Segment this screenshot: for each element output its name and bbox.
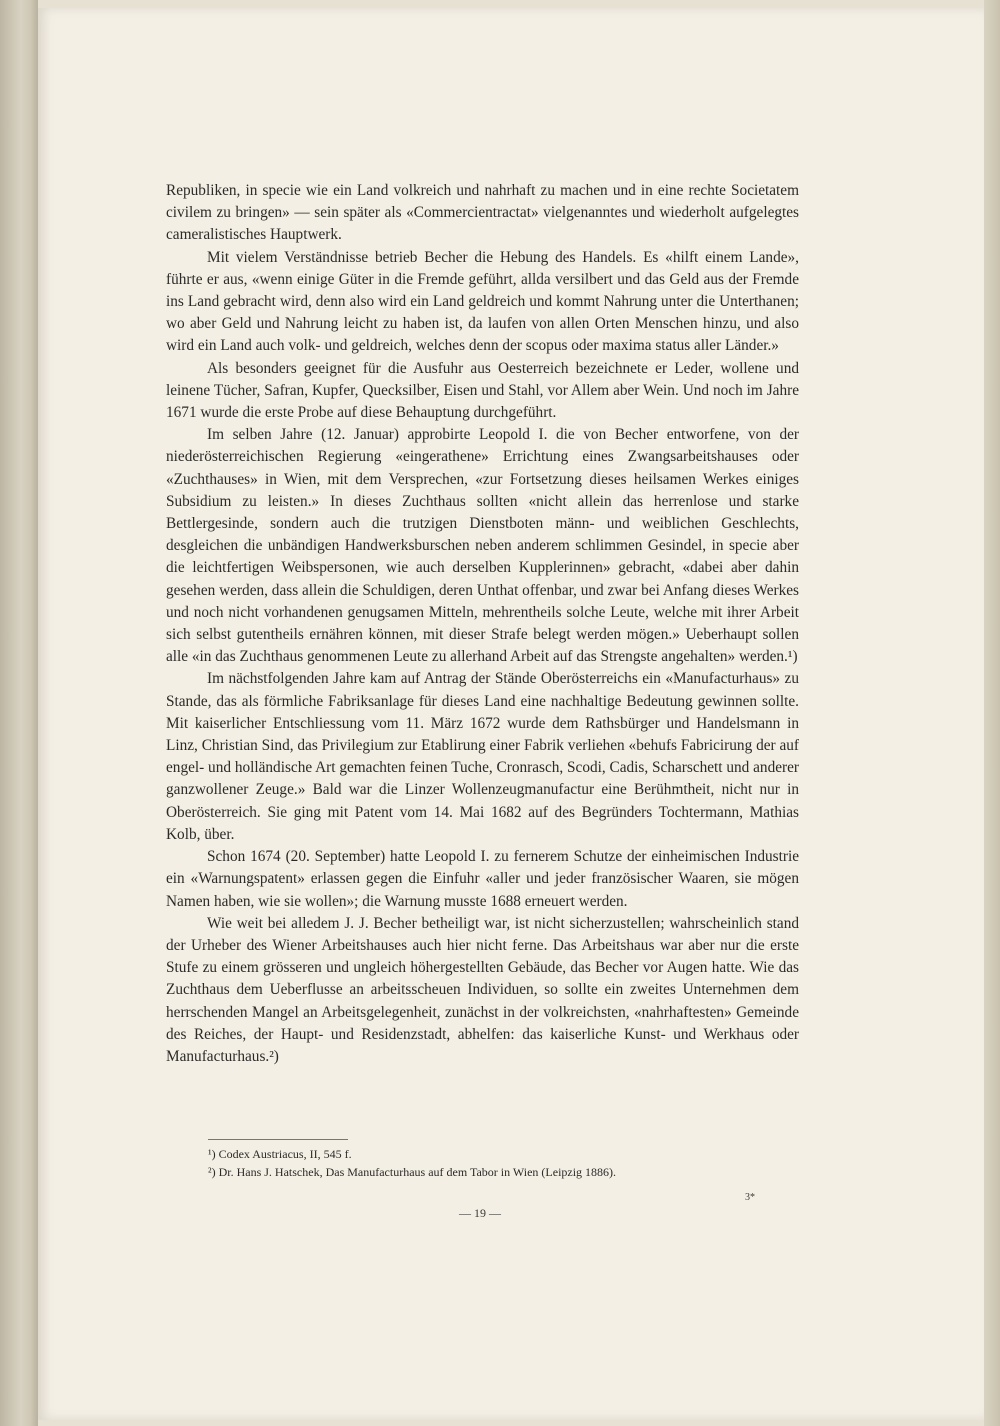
paragraph-3: Als besonders geeignet für die Ausfuhr aus Oesterreich bezeichnete er Leder, wollene und leinene Tücher, Safran, Kupfer, Quecksilber, Eisen und Stahl, vor Allem aber Wein. Und noch im Jahre 1671 wurde die erste Probe auf diese Behauptung durchgeführt. <box>166 359 799 422</box>
paragraph-5: Im nächstfolgenden Jahre kam auf Antrag der Stände Oberösterreichs ein «Manufacturhaus» zu Stande, das als förmliche Fabriksanlage für dieses Land eine nachhaltige Bedeutung gewinnen sollte. Mit kaiserlicher Entschliessung vom 11. März 1672 wurde dem Rathsbürger und Handelsmann in Linz, Christian Sind, das Privilegium zur Etablirung einer Fabrik verliehen «behufs Fabricirung der auf engel- und holländische Art gemachten feinen Tuche, Cronrasch, Scodi, Cadis, Scharschett und anderer ganzwollener Zeuge.» Bald war die Linzer Wollenzeugmanufactur eine Berühmtheit, nicht nur in Oberösterreich. Sie ging mit Patent vom 14. Mai 1682 auf des Begründers Tochtermann, Mathias Kolb, über. <box>166 670 799 843</box>
book-spine <box>0 0 38 1426</box>
footnote-rule <box>208 1139 348 1140</box>
paragraph-6: Schon 1674 (20. September) hatte Leopold I. zu fernerem Schutze der einheimischen Industrie ein «Warnungspatent» erlassen gegen die Einfuhr «aller und jeder französischer Waaren, sie mögen Namen haben, wie sie wollen»; die Warnung musste 1688 erneuert werden. <box>166 848 799 910</box>
page-number: — 19 — <box>459 1206 501 1220</box>
footnote-2: ²) Dr. Hans J. Hatschek, Das Manufacturhaus auf dem Tabor in Wien (Leipzig 1886). <box>208 1165 617 1179</box>
footnotes <box>208 1145 768 1181</box>
paragraph-7: Wie weit bei alledem J. J. Becher betheiligt war, ist nicht sicherzustellen; wahrscheinlich stand der Urheber des Wiener Arbeitshauses auch hier nicht ferne. Das Arbeitshaus war aber nur die erste Stufe zu einem grösseren und ungleich höhergestellten Gebäude, das Becher vor Augen hatte. Wie das Zuchthaus dem Ueberflusse an arbeitsscheuen Individuen, so sollte ein zweites Unternehmen dem herrschenden Mangel an Arbeitsgelegenheit, zunächst in der volkreichsten, «nahrhaftesten» Gemeinde des Reiches, der Haupt- und Residenzstadt, abhelfen: das kaiserliche Kunst- und Werkhaus oder Manufacturhaus.²) <box>166 914 799 1065</box>
paragraph-2: Mit vielem Verständnisse betrieb Becher die Hebung des Handels. Es «hilft einem Lande», führte er aus, «wenn einige Güter in die Fremde geführt, allda versilbert und das Geld aus der Fremde ins Land gebracht wird, denn also wird ein Land geldreich und kommt Nahrung unter die Unterthanen; wo aber Geld und Nahrung leicht zu haben ist, da laufen von allen Orten Menschen hinzu, und also wird ein Land auch volk- und geldreich, welches denn der scopus oder maxima status aller Länder.» <box>166 248 799 355</box>
paragraph-4: Im selben Jahre (12. Januar) approbirte Leopold I. die von Becher entworfene, von der niederösterreichischen Regierung «eingerathene» Errichtung eines Zwangsarbeitshauses oder «Zuchthauses» in Wien, mit dem Versprechen, «zur Fortsetzung dieses heilsamen Werkes einiges Subsidium zu leisten.» In dieses Zuchthaus sollten «nicht allein das herrenlose und starke Bettlergesinde, sondern auch die trutzigen Dienstboten männ- und weiblichen Geschlechts, desgleichen die unbändigen Handwerksburschen neben anderem schlimmen Gesindel, in specie aber die leichtfertigen Weibspersonen, wie auch derselben Kupplerinnen» gebracht, «dabei aber dahin gesehen werden, dass allein die Schuldigen, deren Unthat offenbar, und zwar bei Anfang dieses Werkes und noch nicht vorhandenen genugsamen Mitteln, mehrentheils solche Leute, welche mit ihrer Arbeit sich selbst gutentheils ernähren können, mit dieser Strafe belegt werden mögen.» Ueberhaupt sollen alle «in das Zuchthaus genommenen Leute zu allerhand Arbeit auf das Strengste angehalten» werden.¹) <box>166 426 799 666</box>
printer-signature: 3* <box>745 1192 755 1203</box>
paragraph-1: Republiken, in specie wie ein Land volkreich und nahrhaft zu machen und in eine rechte Societatem civilem zu bringen» — sein später als «Commercientractat» vielgenanntes und wiederholt aufgelegtes cameralistisches Hauptwerk. <box>166 182 799 244</box>
body-text <box>166 180 799 1068</box>
page-edge <box>984 0 1000 1426</box>
footnote-1: ¹) Codex Austriacus, II, 545 f. <box>208 1147 352 1161</box>
